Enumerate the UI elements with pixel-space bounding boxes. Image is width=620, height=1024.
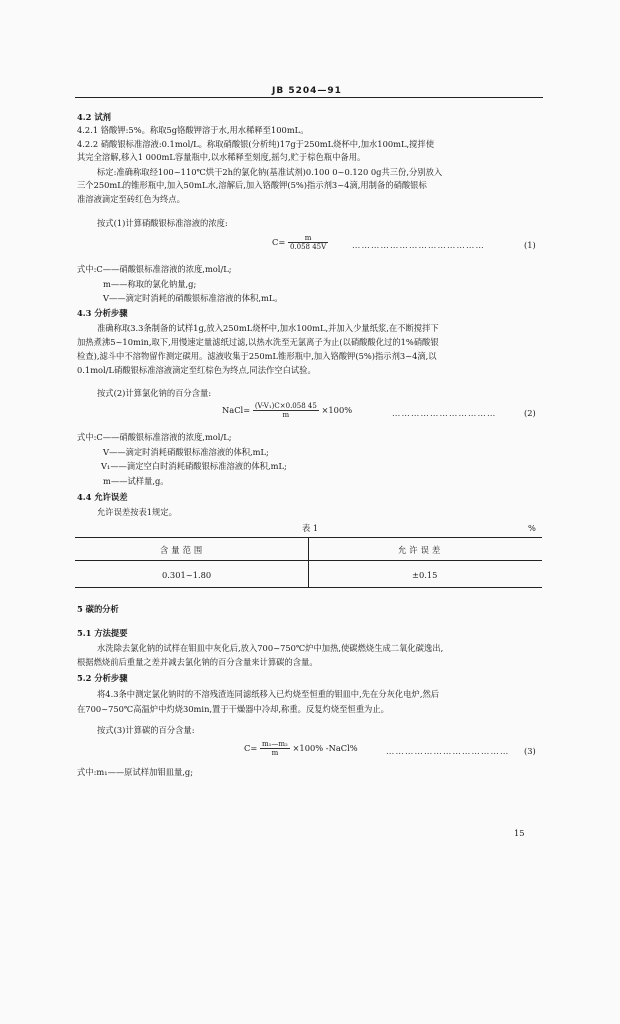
formula-2-fraction (253, 402, 319, 419)
para-4-3-line2: 加热煮沸5~10min,取下,用慢速定量滤纸过滤,以热水洗至无氯离子为止(以硝酸酸化过的1%硝酸银 (77, 337, 439, 347)
para-calibration-line2: 三个250mL的锥形瓶中,加入50mL水,溶解后,加入铬酸钾(5%)指示剂3~4滴,用制备的硝酸银标 (77, 180, 427, 190)
page-number: 15 (514, 828, 525, 838)
where-2-c: 式中:C——硝酸银标准溶液的浓度,mol/L; (77, 432, 232, 442)
leader-dots-2: …………………………… (392, 408, 497, 418)
para-5-2-line2: 在700~750℃高温炉中灼烧30min,置于干燥器中冷却,称重。反复灼烧至恒重为止。 (77, 704, 389, 714)
formula-3-lhs: C= (244, 743, 258, 753)
section-4-3-title: 4.3 分析步骤 (77, 308, 128, 318)
para-4-3-line3: 检查),滤斗中不溶物留作测定碳用。滤液收集于250mL锥形瓶中,加入铬酸钾(5%)指示剂3~4滴,以 (77, 351, 437, 361)
para-5-1-line2: 根据燃烧前后重量之差并减去氯化钠的百分含量来计算碳的含量。 (77, 657, 318, 667)
formula-1-numerator: m (288, 234, 328, 243)
formula-3 (244, 740, 358, 757)
para-4-3-line4: 0.1mol/L硝酸银标准溶液滴定至红棕色为终点,同法作空白试验。 (77, 365, 316, 375)
section-4-4-title: 4.4 允许误差 (77, 492, 128, 502)
formula-1-intro: 按式(1)计算硝酸银标准溶液的浓度: (97, 218, 228, 228)
table-cell-error: ±0.15 (412, 570, 438, 580)
formula-1-denominator: 0.058 45V (289, 243, 327, 251)
where-1-c: 式中:C——硝酸银标准溶液的浓度,mol/L; (77, 264, 232, 274)
para-4-4: 允许误差按表1规定。 (97, 507, 177, 517)
formula-2-denominator: m (282, 411, 290, 419)
where-3-m1: 式中:m₁——原试样加钼皿量,g; (77, 767, 193, 777)
standard-number: JB 5204—91 (272, 86, 342, 96)
section-5-1-title: 5.1 方法提要 (77, 628, 128, 638)
where-1-m: m——称取的氯化钠量,g; (103, 279, 197, 289)
para-4-3-line1: 准确称取3.3条制备的试样1g,放入250mL烧杯中,加水100mL,并加入少量纸浆,在不断搅拌下 (97, 323, 439, 333)
para-calibration-line3: 准溶液滴定至砖红色为终点。 (77, 194, 185, 204)
table-unit: % (528, 523, 536, 533)
para-4-2-1: 4.2.1 铬酸钾:5%。称取5g铬酸钾溶于水,用水稀释至100mL。 (77, 125, 309, 135)
where-2-m: m——试样量,g。 (103, 476, 169, 486)
formula-2-numerator: (V-V₁)C×0.058 45 (254, 402, 317, 410)
table-cell-range: 0.301~1.80 (162, 570, 212, 580)
leader-dots-1: …………………………………… (352, 240, 485, 250)
formula-3-denominator: m (271, 749, 279, 757)
formula-2-number: (2) (524, 408, 536, 418)
formula-1-fraction (288, 234, 328, 251)
section-4-2-title: 4.2 试剂 (77, 112, 111, 122)
para-5-1-line1: 水洗除去氯化钠的试样在钼皿中灰化后,放入700~750℃炉中加热,使碳燃烧生成二氧化碳逸出, (97, 643, 444, 653)
table-bottom-rule (75, 587, 542, 588)
formula-2-intro: 按式(2)计算氯化钠的百分含量: (97, 388, 212, 398)
where-2-v1: V₁——滴定空白时消耗硝酸银标准溶液的体积,mL; (101, 461, 287, 471)
table-header-rule (75, 560, 542, 561)
formula-2-lhs: NaCl= (222, 405, 251, 415)
formula-3-intro: 按式(3)计算碳的百分含量: (97, 725, 195, 735)
table-header-error: 允许误差 (398, 545, 444, 555)
formula-1-number: (1) (524, 240, 536, 250)
formula-3-tail: ×100% -NaCl% (292, 743, 358, 753)
para-4-2-2-line1: 4.2.2 硝酸银标准溶液:0.1mol/L。称取硝酸银(分析纯)17g于250mL烧杯中,加水100mL,搅拌使 (77, 139, 435, 149)
section-5-title: 5 碳的分析 (77, 604, 119, 614)
para-5-2-line1: 将4.3条中测定氯化钠时的不溶残渣连同滤纸移入已灼烧至恒重的钼皿中,先在分灰化电炉,然后 (97, 689, 440, 699)
formula-3-number: (3) (524, 746, 536, 756)
para-4-2-2-line2: 其完全溶解,移入1 000mL容量瓶中,以水稀释至刻度,摇匀,贮于棕色瓶中备用。 (77, 152, 366, 162)
formula-2-tail: ×100% (321, 405, 353, 415)
table-column-divider (308, 537, 309, 587)
where-1-v: V——滴定时消耗的硝酸银标准溶液的体积,mL。 (103, 293, 283, 303)
section-5-2-title: 5.2 分析步骤 (77, 673, 128, 683)
header-rule (75, 97, 543, 98)
formula-2 (222, 402, 352, 419)
formula-3-fraction (260, 740, 290, 757)
table-header-range: 含量范围 (160, 545, 206, 555)
leader-dots-3: ………………………………… (386, 746, 510, 756)
para-calibration-line1: 标定:准确称取经100~110℃烘干2h的氯化钠(基准试剂)0.100 0~0.120 0g共三份,分别放入 (97, 167, 443, 177)
formula-3-numerator: m₁—m₂ (261, 740, 288, 748)
where-2-v: V——滴定时消耗硝酸银标准溶液的体积,mL; (103, 447, 269, 457)
formula-1 (272, 234, 328, 251)
table-title: 表 1 (302, 523, 319, 533)
formula-1-lhs: C= (272, 237, 286, 247)
